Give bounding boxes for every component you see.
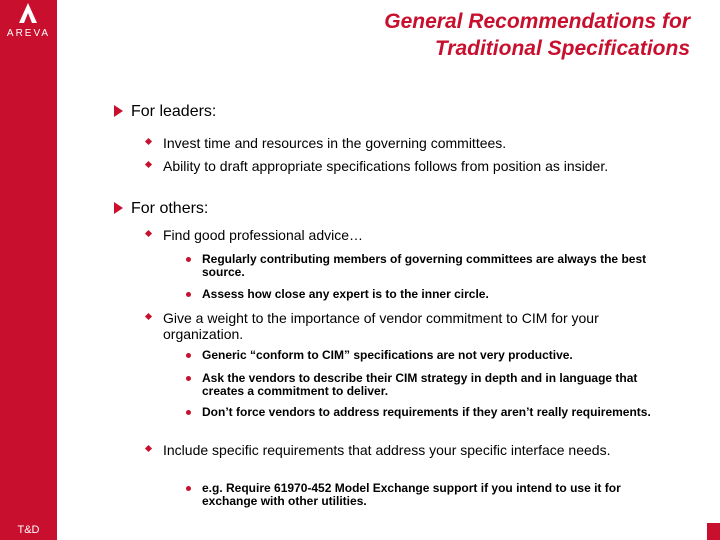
footer-label: T&D: [17, 524, 40, 536]
list-item-text: Include specific requirements that address your specific interface needs.: [163, 442, 611, 458]
sub-list-item: [186, 349, 671, 362]
diamond-bullet-icon: [145, 230, 152, 237]
diamond-bullet-icon: [145, 313, 152, 320]
dot-bullet-icon: [186, 376, 191, 381]
triangle-bullet-icon: [114, 202, 123, 214]
areva-logo-mark-icon: [17, 2, 39, 24]
areva-logo: [0, 0, 57, 48]
sub-list-item-text: Don’t force vendors to address requirements if they aren’t really requirements.: [202, 405, 651, 419]
footer-inner-strip: [57, 523, 707, 540]
section-heading-text: For leaders:: [131, 103, 217, 120]
list-item: [146, 158, 671, 174]
list-item-text: Find good professional advice…: [163, 227, 364, 243]
sub-list-item-text: Assess how close any expert is to the inner circle.: [202, 287, 489, 301]
dot-bullet-icon: [186, 353, 191, 358]
title-line-1: General Recommendations for: [384, 10, 690, 33]
section-heading-text: For others:: [131, 200, 209, 217]
dot-bullet-icon: [186, 292, 191, 297]
section-heading-leaders: [114, 103, 216, 121]
dot-bullet-icon: [186, 486, 191, 491]
footer-bar: [0, 523, 720, 540]
diamond-bullet-icon: [145, 161, 152, 168]
section-heading-others: [114, 200, 208, 218]
list-item: [146, 442, 671, 458]
sub-list-item: [186, 253, 671, 279]
sub-list-item-text: e.g. Require 61970-452 Model Exchange support if you intend to use it for exchange with other utilities.: [202, 481, 621, 508]
dot-bullet-icon: [186, 257, 191, 262]
list-item-text: Invest time and resources in the governing committees.: [163, 135, 507, 151]
sub-list-item: [186, 288, 671, 301]
sub-list-item: [186, 482, 671, 508]
list-item-text: Ability to draft appropriate specifications follows from position as insider.: [163, 158, 609, 174]
list-item-text: Give a weight to the importance of vendor commitment to CIM for your organization.: [163, 310, 599, 342]
logo-text: AREVA: [6, 28, 51, 39]
list-item: [146, 135, 671, 151]
sub-list-item-text: Ask the vendors to describe their CIM strategy in depth and in language that creates a commitment to deliver.: [202, 371, 638, 398]
list-item: [146, 227, 671, 243]
dot-bullet-icon: [186, 410, 191, 415]
page-number: 11: [706, 526, 716, 536]
slide-title: [190, 8, 690, 62]
title-line-2: Traditional Specifications: [434, 37, 690, 60]
sub-list-item: [186, 372, 671, 398]
list-item: [146, 310, 671, 342]
diamond-bullet-icon: [145, 445, 152, 452]
left-brand-sidebar: [0, 0, 57, 540]
sub-list-item: [186, 406, 671, 419]
sub-list-item-text: Regularly contributing members of governing committees are always the best source.: [202, 252, 647, 279]
sub-list-item-text: Generic “conform to CIM” specifications are not very productive.: [202, 348, 573, 362]
diamond-bullet-icon: [145, 138, 152, 145]
triangle-bullet-icon: [114, 105, 123, 117]
